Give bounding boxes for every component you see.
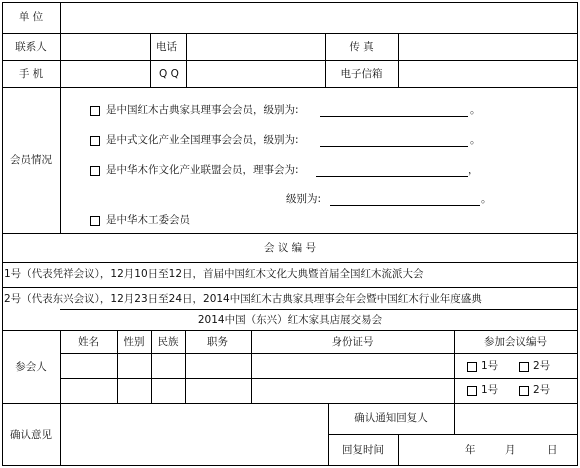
meeting-1-text: 1号（代表凭祥会议），12月10日至12日，首届中国红木文化大典暨首届全国红木流派大会 <box>4 268 424 280</box>
membership-checkbox-1[interactable] <box>90 106 100 116</box>
contact-label: 联系人 <box>15 41 47 53</box>
membership-checkbox-3[interactable] <box>90 166 100 176</box>
row2-meeting-2-checkbox[interactable] <box>519 386 529 396</box>
header-gender: 性别 <box>123 336 145 348</box>
unit-label: 单 位 <box>18 11 44 23</box>
header-position: 职务 <box>207 336 228 348</box>
attendee-label: 参会人 <box>15 361 47 373</box>
membership-option-1: 是中国红木古典家具理事会会员，级别为: <box>106 104 299 116</box>
phone-label: 电话 <box>156 41 177 53</box>
registration-form: 单 位 联系人 电话 传 真 手 机 Q Q 电子信箱 会员情况 是中国红木古典家具理事会会员，级别为: 。 是中式文化产业全国理事会会员，级别为: 。 是中华木作文化产业联盟会员，理事会为: ， 级别为: 。 是中华木工委会员 会 议 编 号 1号（代表凭祥会议），12月10日至12日，首届中国红木文化大典暨首届全国红木流派大会 2号（代表东兴会议），12月23日至24日，2014中国红木古典家具理事会年会暨中国红木行业年度盛典 2014中国（东兴）红木家具店展交易会 参会人 姓名 性别 民族 职务 身份证号 参加会议编号 1号 2号 1号 2号 确认意见 确认通知回复人 回复时间 年 月 日 <box>0 0 580 468</box>
membership-checkbox-2[interactable] <box>90 136 100 146</box>
header-id-number: 身份证号 <box>331 336 374 348</box>
fax-label: 传 真 <box>349 41 374 53</box>
day-label: 日 <box>547 444 558 456</box>
confirm-reply-label: 确认通知回复人 <box>354 412 428 424</box>
confirm-label: 确认意见 <box>10 429 52 441</box>
month-label: 月 <box>505 444 516 456</box>
meeting-2-subtitle: 2014中国（东兴）红木家具店展交易会 <box>197 314 383 326</box>
membership-option-3: 是中华木作文化产业联盟会员，理事会为: <box>106 164 299 176</box>
reply-time-label: 回复时间 <box>342 444 384 456</box>
meeting-number-title: 会 议 编 号 <box>263 242 316 254</box>
meeting-2-text: 2号（代表东兴会议），12月23日至24日，2014中国红木古典家具理事会年会暨中国红木行业年度盛典 <box>4 293 482 305</box>
qq-label: Q Q <box>159 68 179 80</box>
level-label: 级别为: <box>286 193 322 205</box>
header-meeting-number: 参加会议编号 <box>484 336 547 348</box>
mobile-label: 手 机 <box>18 68 44 80</box>
membership-label: 会员情况 <box>10 154 52 166</box>
header-name: 姓名 <box>78 336 99 348</box>
membership-option-2: 是中式文化产业全国理事会会员，级别为: <box>106 134 299 146</box>
membership-checkbox-4[interactable] <box>90 216 100 226</box>
header-ethnicity: 民族 <box>157 336 179 348</box>
year-label: 年 <box>465 444 476 456</box>
row2-meeting-1-checkbox[interactable] <box>467 386 477 396</box>
row1-meeting-2-checkbox[interactable] <box>519 362 529 372</box>
row1-meeting-1-checkbox[interactable] <box>467 362 477 372</box>
membership-option-4: 是中华木工委会员 <box>106 214 190 226</box>
email-label: 电子信箱 <box>340 68 383 80</box>
